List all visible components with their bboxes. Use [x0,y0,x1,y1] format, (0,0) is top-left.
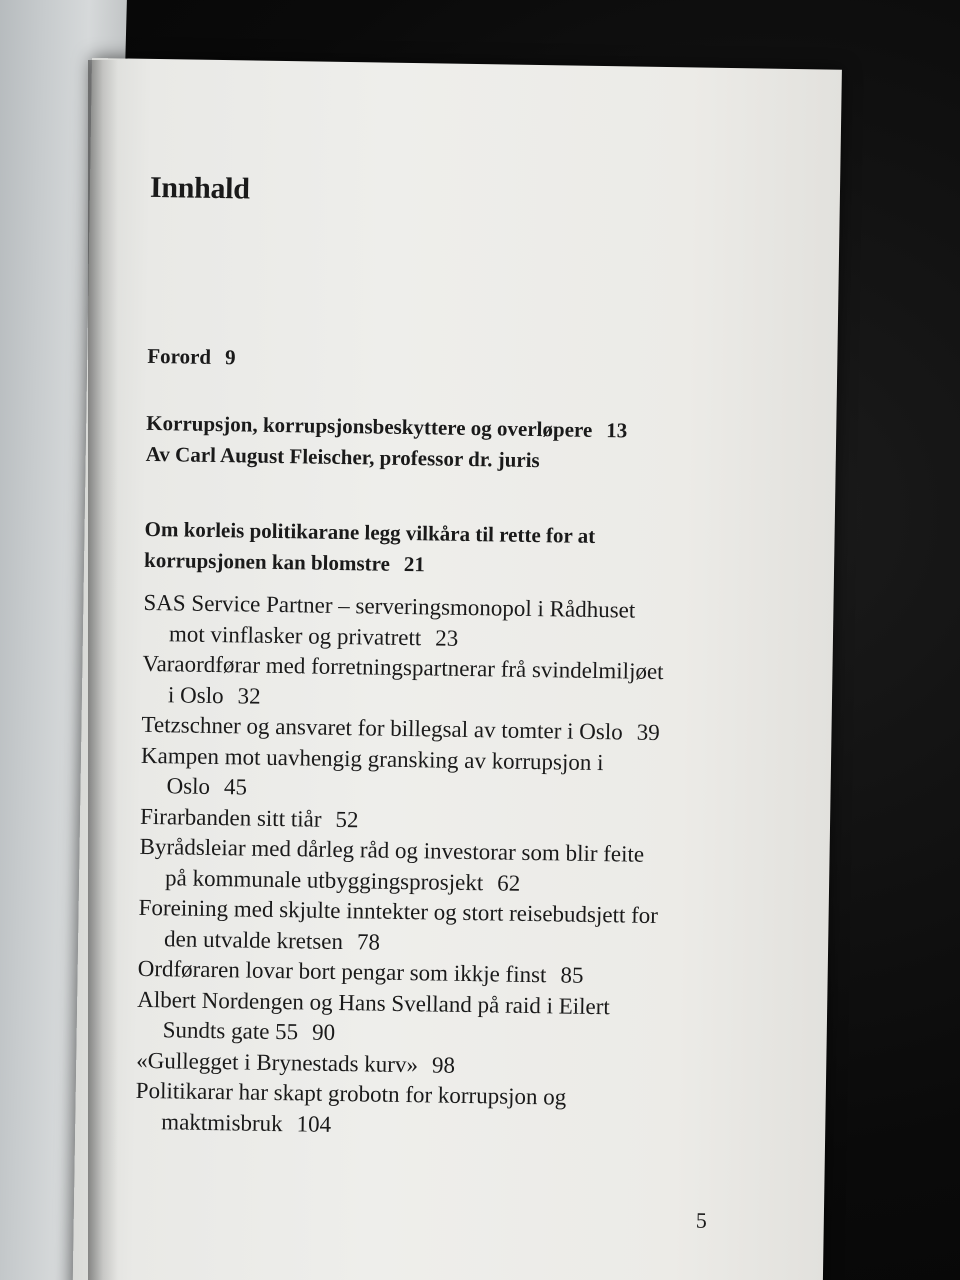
toc-heading: Innhald [149,170,250,206]
entry-page: 78 [356,928,381,955]
entry-page: 52 [335,806,359,832]
entry-title: korrupsjonen kan blomstre [143,547,391,576]
entry-line2: den utvalde kretsen [163,925,344,954]
entry-line1: SAS Service Partner – serveringsmonopol i Rådhuset [143,589,636,623]
page-number: 5 [695,1207,708,1233]
entry-line2: i Oslo [167,681,224,708]
entry-page: 32 [237,682,261,709]
entry-page: 23 [435,624,459,651]
entry-line2: på kommunale utbyggingsprosjekt [164,864,484,895]
entry-line1: Albert Nordengen og Hans Svelland på raid i Eilert [137,986,611,1019]
entry-line2: Oslo [166,773,211,799]
entry-line2: mot vinflasker og privatrett [168,620,422,650]
chapter-list [135,588,784,1147]
essay-author: Av Carl August Fleischer, professor dr. juris [145,441,540,473]
entry-page: 39 [636,719,660,745]
entry-line1: Kampen mot uavhengig gransking av korrupsjon i [140,742,604,775]
toc-entry [143,588,784,659]
book-page [73,58,842,1280]
toc-entry [139,832,780,903]
entry-page: 85 [560,962,584,988]
entry-line2: Sundts gate 55 [162,1017,299,1045]
entry-line1: Foreining med skjulte inntekter og stort reisebudsjett for [138,894,659,928]
entry-page: 62 [497,869,521,896]
entry-line1: Byrådsleiar med dårleg råd og investorar som blir feite [139,833,645,867]
toc-entry [138,893,779,964]
entry-page: 21 [403,551,426,577]
entry-page: 13 [606,418,628,443]
entry-page: 104 [296,1110,332,1137]
entry-page: 45 [223,774,248,800]
table-of-contents [135,171,790,1147]
entry-line1: «Gullegget i Brynestads kurv» [136,1047,419,1077]
entry-line1: Varaordførar med forretningspartnerar frå svindelmiljøet [142,650,664,685]
entry-page: 90 [311,1019,336,1045]
toc-entry [135,1076,776,1147]
entry-line1: Tetzschner og ansvaret for billegsal av tomter i Oslo [141,711,623,745]
entry-line1: Ordføraren lovar bort pengar som ikkje finst [137,955,547,988]
toc-entry [140,740,781,811]
toc-entry [142,649,783,720]
toc-entry [136,984,777,1055]
entry-line1: Firarbanden sitt tiår [139,803,322,832]
entry-page: 98 [431,1051,456,1078]
entry-line1: Politikarar har skapt grobotn for korrupsjon og [135,1077,567,1110]
book-gutter-shadow [88,60,118,1280]
entry-title: Forord [147,343,212,369]
entry-line2: maktmisbruk [161,1108,283,1136]
section-title-line1: Om korleis politikarane legg vilkåra til rette for at [144,516,596,548]
entry-page: 9 [224,345,236,370]
entry-title: Korrupsjon, korrupsjonsbeskyttere og overløpere [146,410,593,442]
